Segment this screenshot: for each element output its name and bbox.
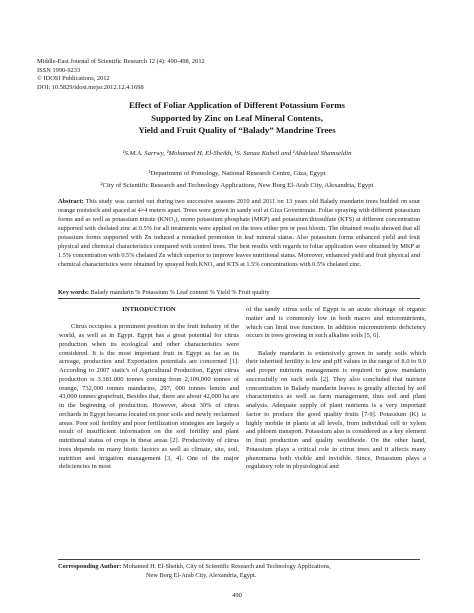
corresponding-author	[58, 563, 438, 580]
title-line-2: Supported by Zinc on Leaf Mineral Contents,	[151, 112, 323, 123]
left-column	[59, 306, 239, 481]
keywords-label: Key words:	[58, 289, 89, 296]
title-line-3: Yield and Fruit Quality of “Balady” Mandrine Trees	[138, 125, 336, 136]
affiliations	[40, 168, 434, 191]
keywords	[58, 288, 420, 297]
journal-issn: ISSN 1990-9233	[37, 66, 81, 74]
introduction-heading: INTRODUCTION	[122, 306, 176, 313]
right-column	[246, 306, 426, 481]
keywords-divider	[58, 298, 420, 299]
footer-divider	[58, 559, 420, 560]
affiliation-2: ²City of Scientific Research and Technology Applications, New Borg El-Arab City, Alexandria, Egypt	[100, 181, 374, 189]
title-line-1: Effect of Foliar Application of Different Potassium Forms	[129, 100, 345, 110]
journal-doi[interactable]: DOI: 10.5829/idosi.mejsr.2012.12.4.1698	[37, 83, 144, 91]
keywords-text: Balady mandarin % Potassium % Leaf content % Yield % Fruit quality	[88, 289, 270, 296]
intro-paragraph-3: Balady mandarin is extensively grown in sandy soils which their inherited fertility is low and pH values in the range of 8.0 to 9.0 and proper nutrients management is required to grow mandarin successfully on such soils [2]. They also concluded that nutrient concentration in Balady mandarin leaves is greatly affected by soil characteristics as well as farm management, thus soil and plant analysis. Adequate supply of plant nutrients is a very important factor to produce the good quality fruits [7-9]. Potassium (K) is highly mobile in plants at all levels, from individual cell to xylem and phloem transport. Potassium also is considered as a key element in fruit production and quality worldwide. On the other hand, Potassium plays a critical role in citrus trees and it affects many phenomena both visible and invisible. Since, Potassium plays a regulatory role in physiological and	[246, 349, 426, 471]
journal-publisher: © IDOSI Publications, 2012	[37, 75, 110, 83]
corresponding-author-line-2: New Borg El-Arab City, Alexandria, Egypt.	[146, 571, 257, 579]
page-number: 490	[232, 592, 242, 599]
abstract-text: This study was carried out during two successive seasons 2010 and 2011 on 13 years old Balady mandarin trees budded on sour orange rootstock and spaced at 4×4 meters apart. Trees were grown in sandy soil at Giza Governorate. Foliar spraying with different potassium forms and as well as potassium nitrate (KNO₃), mono potassium phosphate (MKP) and potassium thiosulfate (KTS) at different concentration supported with chelated zinc at 0.5% for all treatments were applied on the trees either pre or post bloom. The obtained results showed that all potassium forms supported with Zn induced a remarked promotion in leaf mineral status. Also potassium forms enhanced yield and fruit physical and chemical characteristics compared with control trees. The best results with regards to foliar application were obtained by MKP at 1.5% concentration with 0.5% chelated Zn which superior to improve leaves nutritional status. Moreover, enhanced yield and fruit physical and chemical characteristics were obtained by sprayed both KNO₃ and KTS at 1.5% concentrations with 0.5% chelated zinc.	[58, 198, 420, 268]
journal-citation: Middle-East Journal of Scientific Research 12 (4): 490-498, 2012	[37, 58, 205, 65]
author-list: ¹S.M.A. Sarrwy, ²Mohamed H. El-Sheikh, ¹S. Sanaa Kabeil and ¹Abdelaal Shamseldin	[122, 150, 352, 157]
paper-title	[40, 99, 434, 137]
affiliation-1: ¹Department of Pomology, National Research Centre, Giza, Egypt	[148, 170, 326, 177]
abstract	[58, 198, 420, 270]
intro-paragraph-1: Citrus occupies a prominent position in the fruit industry of the world, as well as in Egypt. Egypt has a great potential for citrus production when its ecological and other characteristics were considered. It is the most important fruit in Egypt as far as its acreage, production and Exportation potentials are concerned [1]. According to 2007 static's of Agricultural Production, Egypt citrus production is 3.181.000 tonnes coming from 2,109,000 tonnes of orange, 732,000 tonnes mandarins, 297, 000 tonnes lemon and 43,000 tonnes grapefruit, Besides that, there are about 42,000 ha are in the beginning of production. However, about 30% of citrus orchards in Egypt became located on poor soils and newly reclaimed areas. Poor soil fertility and poor fertilization strategies are largely a result of insufficient information on the soil fertility and plant nutritional status of crops in these areas [2]. Productivity of citrus trees depends on many biotic factors as well as climate, site, soil, nutrition and irrigation management [3, 4]. One of the major deficiencies in most	[59, 323, 239, 471]
abstract-label: Abstract:	[58, 198, 84, 205]
corresponding-author-label: Corresponding Author:	[58, 563, 122, 570]
journal-info	[37, 58, 397, 92]
corresponding-author-line-1: Mohamed H. El-Sheikh, City of Scientific Research and Technology Applications,	[121, 563, 331, 570]
intro-paragraph-2: of the sandy citrus soils of Egypt is an acute shortage of organic matter and is commonly low in both macro and micronutrients, which can limit tree function. In addition micronutrients deficiency occurs in trees growing in such alkaline soils [5, 6].	[246, 306, 426, 340]
